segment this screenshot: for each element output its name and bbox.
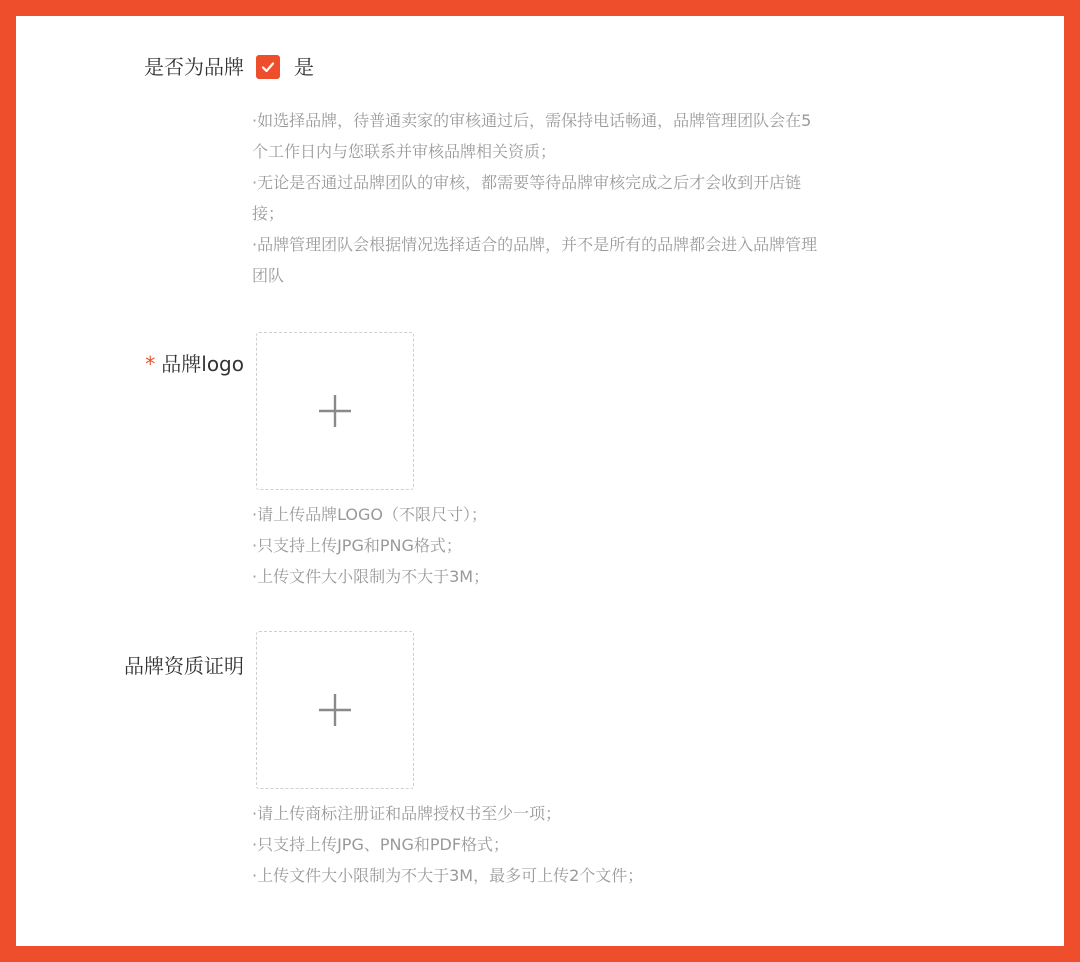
brand-qualification-hint	[252, 798, 952, 891]
brand-logo-upload[interactable]	[256, 332, 414, 490]
hint-line: ·无论是否通过品牌团队的审核，都需要等待品牌审核完成之后才会收到开店链	[252, 173, 802, 192]
form-panel	[16, 16, 1064, 946]
plus-icon	[317, 393, 353, 429]
required-mark: *	[145, 352, 156, 376]
hint-line: ·请上传商标注册证和品牌授权书至少一项；	[252, 804, 562, 823]
brand-checkbox-label[interactable]: 是	[294, 55, 314, 79]
hint-line: ·上传文件大小限制为不大于3M；	[252, 567, 490, 586]
hint-line: ·只支持上传JPG、PNG和PDF格式；	[252, 835, 510, 854]
hint-line: ·请上传品牌LOGO（不限尺寸）；	[252, 505, 488, 524]
hint-line: 接；	[252, 204, 285, 223]
brand-logo-label-text: 品牌logo	[161, 352, 244, 376]
brand-logo-hint	[252, 499, 952, 592]
hint-line: ·只支持上传JPG和PNG格式；	[252, 536, 462, 555]
hint-line: 团队	[252, 266, 285, 285]
hint-line: ·如选择品牌，待普通卖家的审核通过后，需保持电话畅通，品牌管理团队会在5	[252, 111, 812, 130]
plus-icon	[317, 692, 353, 728]
brand-toggle-hint	[252, 105, 952, 291]
brand-logo-label	[145, 350, 244, 378]
brand-checkbox[interactable]	[256, 55, 280, 79]
checkmark-icon	[260, 59, 276, 75]
brand-qualification-label: 品牌资质证明	[124, 654, 244, 678]
hint-line: 个工作日内与您联系并审核品牌相关资质；	[252, 142, 557, 161]
brand-toggle-label: 是否为品牌	[144, 55, 244, 79]
brand-qualification-upload[interactable]	[256, 631, 414, 789]
hint-line: ·上传文件大小限制为不大于3M，最多可上传2个文件；	[252, 866, 644, 885]
hint-line: ·品牌管理团队会根据情况选择适合的品牌，并不是所有的品牌都会进入品牌管理	[252, 235, 818, 254]
